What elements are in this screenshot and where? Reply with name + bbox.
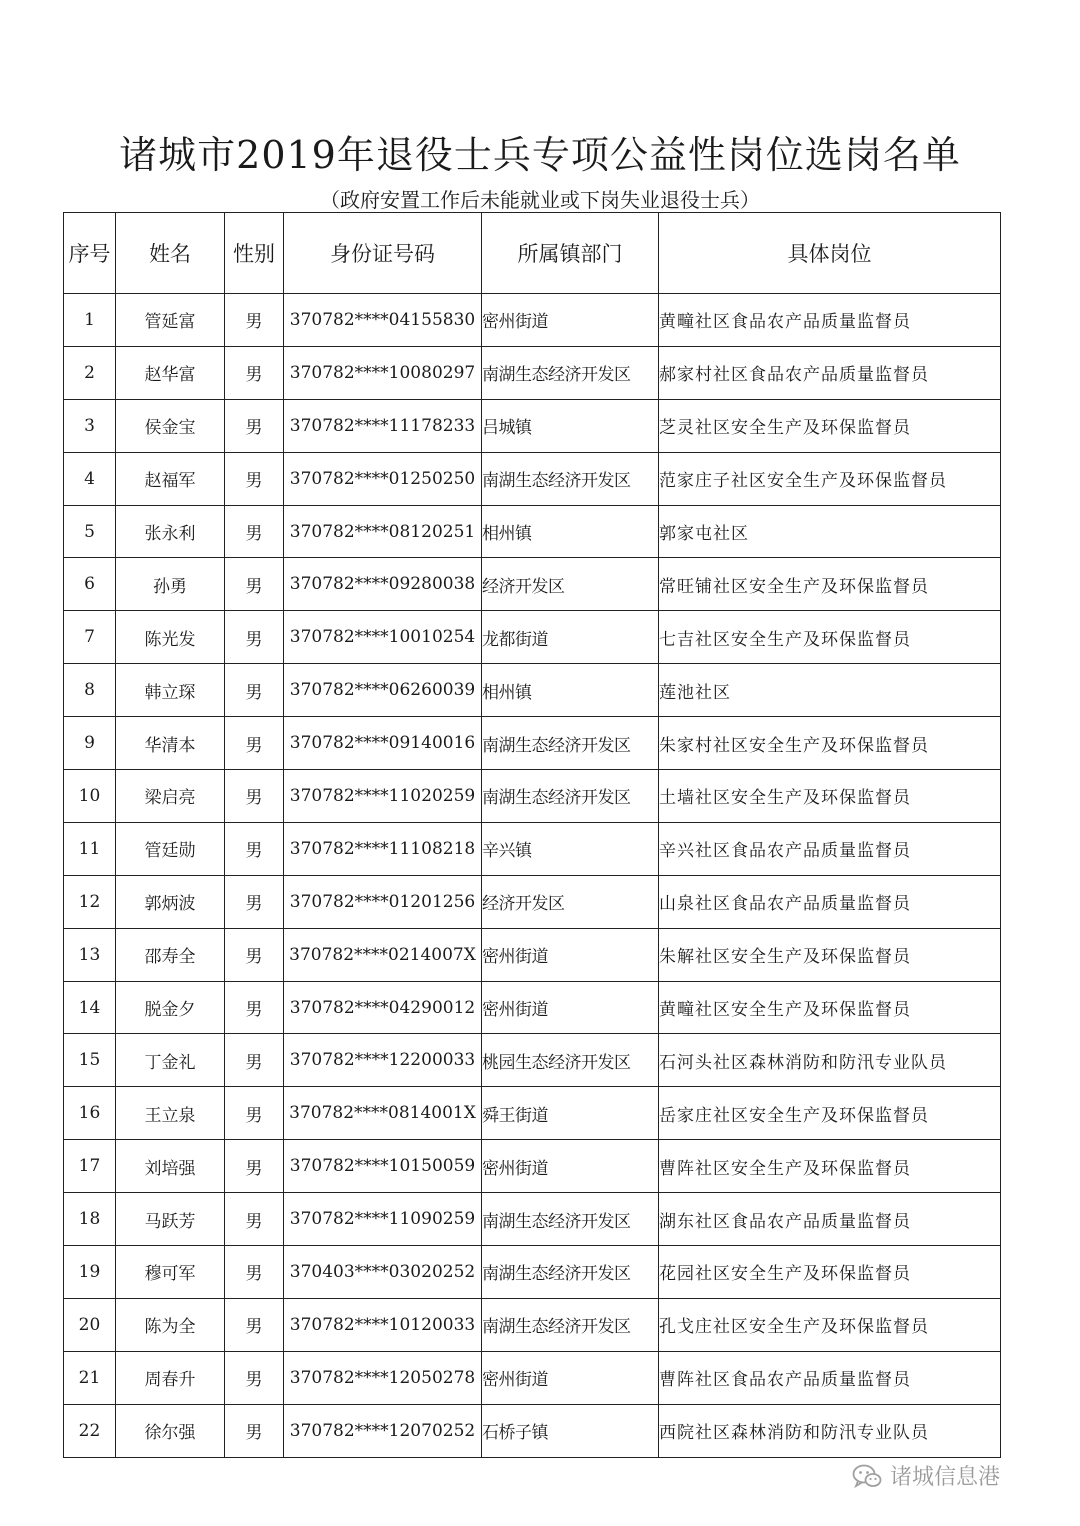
header-dept: 所属镇部门: [482, 213, 659, 294]
table-row: [64, 664, 1001, 717]
cell-position: 土墙社区安全生产及环保监督员: [659, 770, 1001, 823]
cell-gender: 男: [225, 505, 284, 558]
cell-seq: 21: [64, 1351, 116, 1404]
cell-department: 密州街道: [482, 928, 659, 981]
table-row: [64, 452, 1001, 505]
cell-department: 桃园生态经济开发区: [482, 1034, 659, 1087]
header-seq: 序号: [64, 213, 116, 294]
table-row: [64, 399, 1001, 452]
cell-seq: 17: [64, 1140, 116, 1193]
cell-department: 石桥子镇: [482, 1404, 659, 1457]
cell-name: 刘培强: [116, 1140, 225, 1193]
header-post: 具体岗位: [659, 213, 1001, 294]
cell-department: 辛兴镇: [482, 822, 659, 875]
cell-department: 经济开发区: [482, 558, 659, 611]
header-name: 姓名: [116, 213, 225, 294]
cell-name: 赵华富: [116, 346, 225, 399]
cell-gender: 男: [225, 822, 284, 875]
cell-id-number: 370782****10080297: [284, 346, 482, 399]
cell-id-number: 370782****0814001X: [284, 1087, 482, 1140]
cell-department: 舜王街道: [482, 1087, 659, 1140]
roster-body: [64, 294, 1001, 1458]
table-row: [64, 1193, 1001, 1246]
cell-position: 石河头社区森林消防和防汛专业队员: [659, 1034, 1001, 1087]
cell-gender: 男: [225, 294, 284, 347]
cell-id-number: 370782****04155830: [284, 294, 482, 347]
cell-seq: 8: [64, 664, 116, 717]
cell-department: 南湖生态经济开发区: [482, 717, 659, 770]
cell-seq: 6: [64, 558, 116, 611]
cell-gender: 男: [225, 664, 284, 717]
cell-name: 张永利: [116, 505, 225, 558]
cell-gender: 男: [225, 1298, 284, 1351]
cell-name: 脱金夕: [116, 981, 225, 1034]
cell-position: 孔戈庄社区安全生产及环保监督员: [659, 1298, 1001, 1351]
wechat-icon: [852, 1463, 882, 1489]
cell-department: 经济开发区: [482, 875, 659, 928]
cell-department: 南湖生态经济开发区: [482, 1298, 659, 1351]
table-row: [64, 1087, 1001, 1140]
cell-seq: 10: [64, 770, 116, 823]
cell-seq: 5: [64, 505, 116, 558]
cell-position: 朱解社区安全生产及环保监督员: [659, 928, 1001, 981]
cell-id-number: 370782****06260039: [284, 664, 482, 717]
cell-id-number: 370782****11178233: [284, 399, 482, 452]
cell-seq: 4: [64, 452, 116, 505]
table-row: [64, 294, 1001, 347]
cell-position: 辛兴社区食品农产品质量监督员: [659, 822, 1001, 875]
cell-name: 孙勇: [116, 558, 225, 611]
cell-seq: 11: [64, 822, 116, 875]
cell-name: 王立泉: [116, 1087, 225, 1140]
cell-name: 韩立琛: [116, 664, 225, 717]
cell-name: 丁金礼: [116, 1034, 225, 1087]
cell-seq: 20: [64, 1298, 116, 1351]
cell-seq: 12: [64, 875, 116, 928]
cell-gender: 男: [225, 717, 284, 770]
cell-id-number: 370782****09140016: [284, 717, 482, 770]
cell-gender: 男: [225, 558, 284, 611]
cell-gender: 男: [225, 1246, 284, 1299]
cell-department: 龙都街道: [482, 611, 659, 664]
cell-name: 赵福军: [116, 452, 225, 505]
cell-position: 芝灵社区安全生产及环保监督员: [659, 399, 1001, 452]
cell-id-number: 370782****11108218: [284, 822, 482, 875]
cell-gender: 男: [225, 399, 284, 452]
cell-id-number: 370782****04290012: [284, 981, 482, 1034]
cell-position: 曹阵社区安全生产及环保监督员: [659, 1140, 1001, 1193]
table-row: [64, 717, 1001, 770]
cell-id-number: 370782****08120251: [284, 505, 482, 558]
cell-name: 陈为全: [116, 1298, 225, 1351]
header-id: 身份证号码: [284, 213, 482, 294]
cell-position: 曹阵社区食品农产品质量监督员: [659, 1351, 1001, 1404]
cell-position: 湖东社区食品农产品质量监督员: [659, 1193, 1001, 1246]
cell-id-number: 370782****10120033: [284, 1298, 482, 1351]
cell-position: 花园社区安全生产及环保监督员: [659, 1246, 1001, 1299]
cell-name: 穆可军: [116, 1246, 225, 1299]
cell-department: 吕城镇: [482, 399, 659, 452]
cell-name: 梁启亮: [116, 770, 225, 823]
cell-id-number: 370782****01201256: [284, 875, 482, 928]
cell-department: 密州街道: [482, 1351, 659, 1404]
cell-gender: 男: [225, 611, 284, 664]
cell-gender: 男: [225, 981, 284, 1034]
cell-seq: 16: [64, 1087, 116, 1140]
cell-department: 南湖生态经济开发区: [482, 452, 659, 505]
cell-id-number: 370782****10150059: [284, 1140, 482, 1193]
cell-position: 西院社区森林消防和防汛专业队员: [659, 1404, 1001, 1457]
cell-department: 南湖生态经济开发区: [482, 346, 659, 399]
cell-position: 朱家村社区安全生产及环保监督员: [659, 717, 1001, 770]
cell-seq: 3: [64, 399, 116, 452]
page-title: 诸城市2019年退役士兵专项公益性岗位选岗名单: [119, 133, 961, 177]
table-row: [64, 770, 1001, 823]
cell-id-number: 370782****11020259: [284, 770, 482, 823]
cell-department: 南湖生态经济开发区: [482, 1193, 659, 1246]
page-subtitle: （政府安置工作后未能就业或下岗失业退役士兵）: [320, 188, 760, 212]
table-row: [64, 1034, 1001, 1087]
cell-position: 黄疃社区安全生产及环保监督员: [659, 981, 1001, 1034]
cell-gender: 男: [225, 875, 284, 928]
cell-name: 管廷勋: [116, 822, 225, 875]
cell-department: 相州镇: [482, 664, 659, 717]
table-row: [64, 558, 1001, 611]
cell-name: 周春升: [116, 1351, 225, 1404]
cell-name: 陈光发: [116, 611, 225, 664]
cell-gender: 男: [225, 928, 284, 981]
cell-gender: 男: [225, 1404, 284, 1457]
cell-gender: 男: [225, 1034, 284, 1087]
cell-seq: 15: [64, 1034, 116, 1087]
table-header-row: [64, 213, 1001, 294]
cell-position: 岳家庄社区安全生产及环保监督员: [659, 1087, 1001, 1140]
cell-id-number: 370782****09280038: [284, 558, 482, 611]
cell-id-number: 370782****0214007X: [284, 928, 482, 981]
table-row: [64, 928, 1001, 981]
cell-name: 郭炳波: [116, 875, 225, 928]
cell-department: 南湖生态经济开发区: [482, 1246, 659, 1299]
cell-gender: 男: [225, 452, 284, 505]
cell-seq: 19: [64, 1246, 116, 1299]
cell-name: 管延富: [116, 294, 225, 347]
cell-position: 莲池社区: [659, 664, 1001, 717]
cell-id-number: 370782****12070252: [284, 1404, 482, 1457]
cell-gender: 男: [225, 1193, 284, 1246]
cell-seq: 13: [64, 928, 116, 981]
header-gender: 性别: [225, 213, 284, 294]
cell-id-number: 370782****12200033: [284, 1034, 482, 1087]
cell-seq: 7: [64, 611, 116, 664]
table-row: [64, 822, 1001, 875]
cell-seq: 22: [64, 1404, 116, 1457]
table-row: [64, 611, 1001, 664]
watermark: [852, 1460, 1000, 1491]
table-row: [64, 1351, 1001, 1404]
table-row: [64, 346, 1001, 399]
cell-position: 常旺铺社区安全生产及环保监督员: [659, 558, 1001, 611]
table-row: [64, 1246, 1001, 1299]
table-row: [64, 1404, 1001, 1457]
cell-name: 侯金宝: [116, 399, 225, 452]
cell-name: 邵寿全: [116, 928, 225, 981]
watermark-text: 诸城信息港: [890, 1465, 1001, 1490]
table-row: [64, 981, 1001, 1034]
cell-position: 七吉社区安全生产及环保监督员: [659, 611, 1001, 664]
cell-gender: 男: [225, 1351, 284, 1404]
cell-seq: 2: [64, 346, 116, 399]
cell-position: 范家庄子社区安全生产及环保监督员: [659, 452, 1001, 505]
table-row: [64, 505, 1001, 558]
cell-name: 马跃芳: [116, 1193, 225, 1246]
cell-position: 山泉社区食品农产品质量监督员: [659, 875, 1001, 928]
cell-id-number: 370782****01250250: [284, 452, 482, 505]
cell-id-number: 370782****10010254: [284, 611, 482, 664]
cell-department: 相州镇: [482, 505, 659, 558]
table-row: [64, 1140, 1001, 1193]
cell-id-number: 370782****11090259: [284, 1193, 482, 1246]
cell-gender: 男: [225, 346, 284, 399]
cell-name: 华清本: [116, 717, 225, 770]
cell-seq: 14: [64, 981, 116, 1034]
cell-gender: 男: [225, 1087, 284, 1140]
table-row: [64, 1298, 1001, 1351]
cell-name: 徐尔强: [116, 1404, 225, 1457]
cell-department: 密州街道: [482, 981, 659, 1034]
table-row: [64, 875, 1001, 928]
cell-position: 郭家屯社区: [659, 505, 1001, 558]
cell-department: 南湖生态经济开发区: [482, 770, 659, 823]
cell-seq: 1: [64, 294, 116, 347]
cell-position: 黄疃社区食品农产品质量监督员: [659, 294, 1001, 347]
cell-seq: 9: [64, 717, 116, 770]
cell-department: 密州街道: [482, 1140, 659, 1193]
cell-seq: 18: [64, 1193, 116, 1246]
cell-id-number: 370403****03020252: [284, 1246, 482, 1299]
roster-table: [63, 212, 1001, 1458]
cell-department: 密州街道: [482, 294, 659, 347]
cell-gender: 男: [225, 1140, 284, 1193]
cell-id-number: 370782****12050278: [284, 1351, 482, 1404]
cell-position: 郝家村社区食品农产品质量监督员: [659, 346, 1001, 399]
cell-gender: 男: [225, 770, 284, 823]
